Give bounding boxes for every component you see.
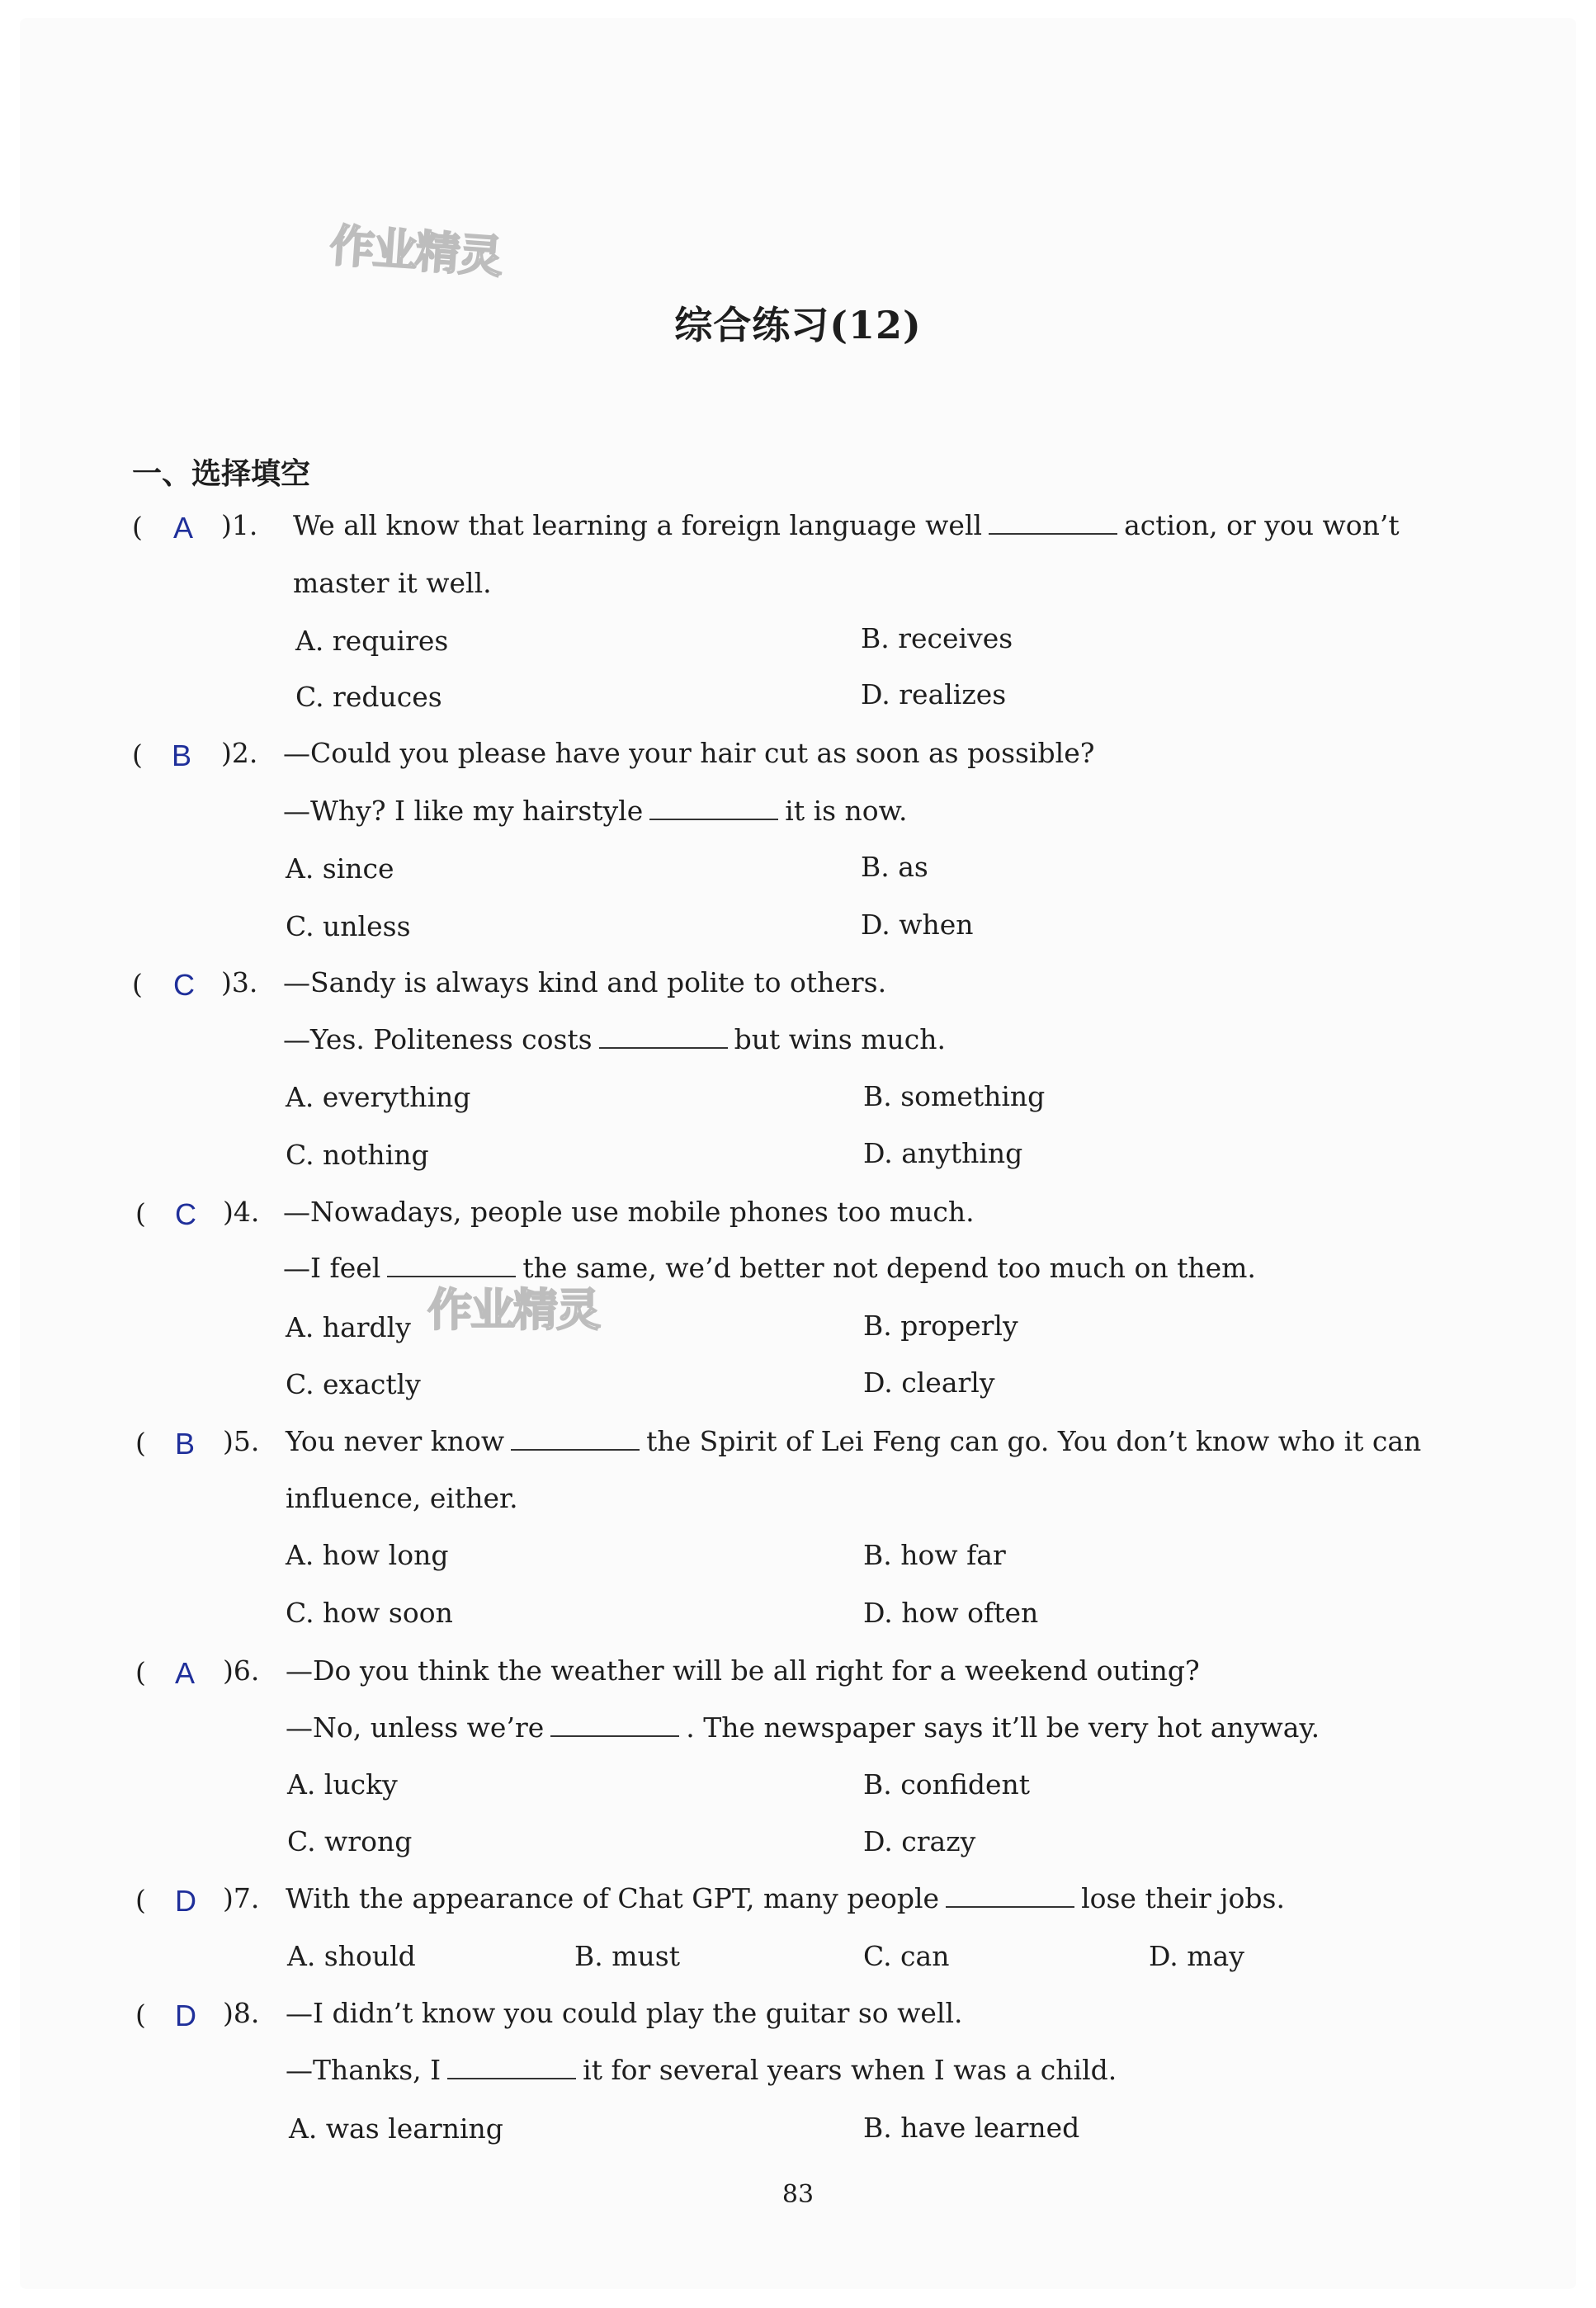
page [20, 18, 1576, 2289]
option-a: A. everything [286, 1081, 471, 1113]
option-c: C. nothing [286, 1139, 429, 1171]
option-a: A. should [287, 1940, 416, 1972]
option-a: A. hardly [286, 1311, 411, 1343]
question-stem [293, 509, 1400, 541]
question-number: )3. [221, 966, 258, 998]
option-c: C. unless [286, 910, 411, 942]
option-b: B. must [574, 1940, 680, 1972]
watermark-logo: 作业精灵 [328, 219, 503, 284]
answer-blank [649, 818, 778, 820]
stem-text: You never know [286, 1425, 505, 1457]
option-a: A. requires [295, 625, 449, 657]
question-stem-continued [283, 1252, 1256, 1284]
stem-text: the same, we’d better not depend too much on them. [522, 1252, 1256, 1284]
question-stem-continued: master it well. [293, 567, 492, 599]
question-stem: —Sandy is always kind and polite to others. [283, 966, 887, 998]
answer-paren: ( [135, 1427, 146, 1459]
question-number: )2. [221, 737, 258, 769]
watermark-logo: 作业精灵 [427, 1284, 599, 1336]
question-stem-continued: influence, either. [286, 1482, 518, 1514]
answer-blank [599, 1046, 728, 1049]
answer-paren: ( [135, 1197, 146, 1230]
option-d: D. how often [863, 1597, 1039, 1629]
question-stem: —Nowadays, people use mobile phones too much. [283, 1196, 975, 1228]
option-b: B. something [863, 1080, 1046, 1112]
answer-blank [387, 1275, 516, 1277]
answer-blank [550, 1735, 679, 1737]
question-number: )5. [223, 1425, 260, 1457]
answer-paren: ( [135, 1999, 146, 2031]
option-b: B. as [861, 851, 928, 883]
answer-letter: C [173, 968, 195, 1002]
question-stem-continued [286, 1711, 1320, 1744]
answer-blank [989, 532, 1117, 535]
answer-paren: ( [135, 1656, 146, 1688]
question-number: )6. [223, 1654, 260, 1687]
option-d: D. clearly [863, 1366, 995, 1399]
stem-text: —I feel [283, 1252, 381, 1284]
stem-text: —Thanks, I [286, 2054, 441, 2086]
question-stem: —Could you please have your hair cut as soon as possible? [283, 737, 1095, 769]
stem-text: With the appearance of Chat GPT, many people [286, 1882, 940, 1914]
answer-letter: D [175, 1884, 196, 1918]
option-d: D. may [1149, 1940, 1244, 1972]
question-number: )7. [223, 1882, 260, 1914]
option-c: C. can [863, 1940, 950, 1972]
answer-blank [511, 1448, 640, 1451]
option-c: C. exactly [286, 1368, 421, 1400]
stem-text: —Why? I like my hairstyle [283, 795, 644, 827]
option-d: D. realizes [861, 678, 1007, 710]
stem-text: —Yes. Politeness costs [283, 1023, 593, 1055]
option-d: D. anything [863, 1137, 1023, 1169]
option-a: A. how long [286, 1539, 449, 1571]
option-c: C. reduces [295, 681, 442, 713]
answer-letter: C [175, 1197, 196, 1231]
question-stem-continued [283, 795, 908, 827]
question-number: )8. [223, 1997, 260, 2029]
stem-text: the Spirit of Lei Feng can go. You don’t know who it can [646, 1425, 1422, 1457]
answer-letter: B [175, 1427, 196, 1461]
option-b: B. how far [863, 1539, 1006, 1571]
section-heading: 一、选择填空 [132, 457, 311, 491]
answer-letter: D [175, 1999, 196, 2032]
answer-letter: B [172, 739, 192, 772]
answer-paren: ( [135, 1884, 146, 1916]
page-title: 综合练习(12) [674, 303, 922, 347]
question-stem [286, 1425, 1422, 1457]
answer-blank [946, 1905, 1074, 1908]
question-stem [286, 1882, 1285, 1914]
stem-text: lose their jobs. [1081, 1882, 1285, 1914]
answer-paren: ( [132, 739, 143, 771]
answer-blank [447, 2077, 576, 2079]
option-b: B. receives [861, 622, 1013, 654]
stem-text: but wins much. [734, 1023, 947, 1055]
option-d: D. crazy [863, 1825, 976, 1857]
question-stem-continued [283, 1023, 947, 1055]
option-c: C. how soon [286, 1597, 453, 1629]
answer-paren: ( [132, 511, 143, 543]
option-d: D. when [861, 909, 974, 941]
question-stem: —I didn’t know you could play the guitar so well. [286, 1997, 963, 2029]
stem-text: —No, unless we’re [286, 1711, 545, 1744]
stem-text: action, or you won’t [1124, 509, 1400, 541]
question-stem: —Do you think the weather will be all right for a weekend outing? [286, 1654, 1200, 1687]
option-a: A. was learning [289, 2112, 503, 2145]
option-a: A. lucky [287, 1768, 398, 1801]
option-b: B. confident [863, 1768, 1031, 1801]
stem-text: it is now. [785, 795, 908, 827]
answer-letter: A [175, 1656, 196, 1690]
option-c: C. wrong [287, 1825, 413, 1857]
option-b: B. have learned [863, 2112, 1080, 2144]
stem-text: it for several years when I was a child. [583, 2054, 1117, 2086]
stem-text: . The newspaper says it’ll be very hot anyway. [686, 1711, 1320, 1744]
stem-text: We all know that learning a foreign language well [293, 509, 983, 541]
question-number: )4. [223, 1196, 260, 1228]
question-stem-continued [286, 2056, 1117, 2084]
answer-letter: A [173, 511, 194, 545]
option-b: B. properly [863, 1310, 1018, 1342]
page-number: 83 [781, 2180, 815, 2209]
option-a: A. since [286, 852, 394, 885]
answer-paren: ( [132, 968, 143, 1000]
question-number: )1. [221, 509, 258, 541]
